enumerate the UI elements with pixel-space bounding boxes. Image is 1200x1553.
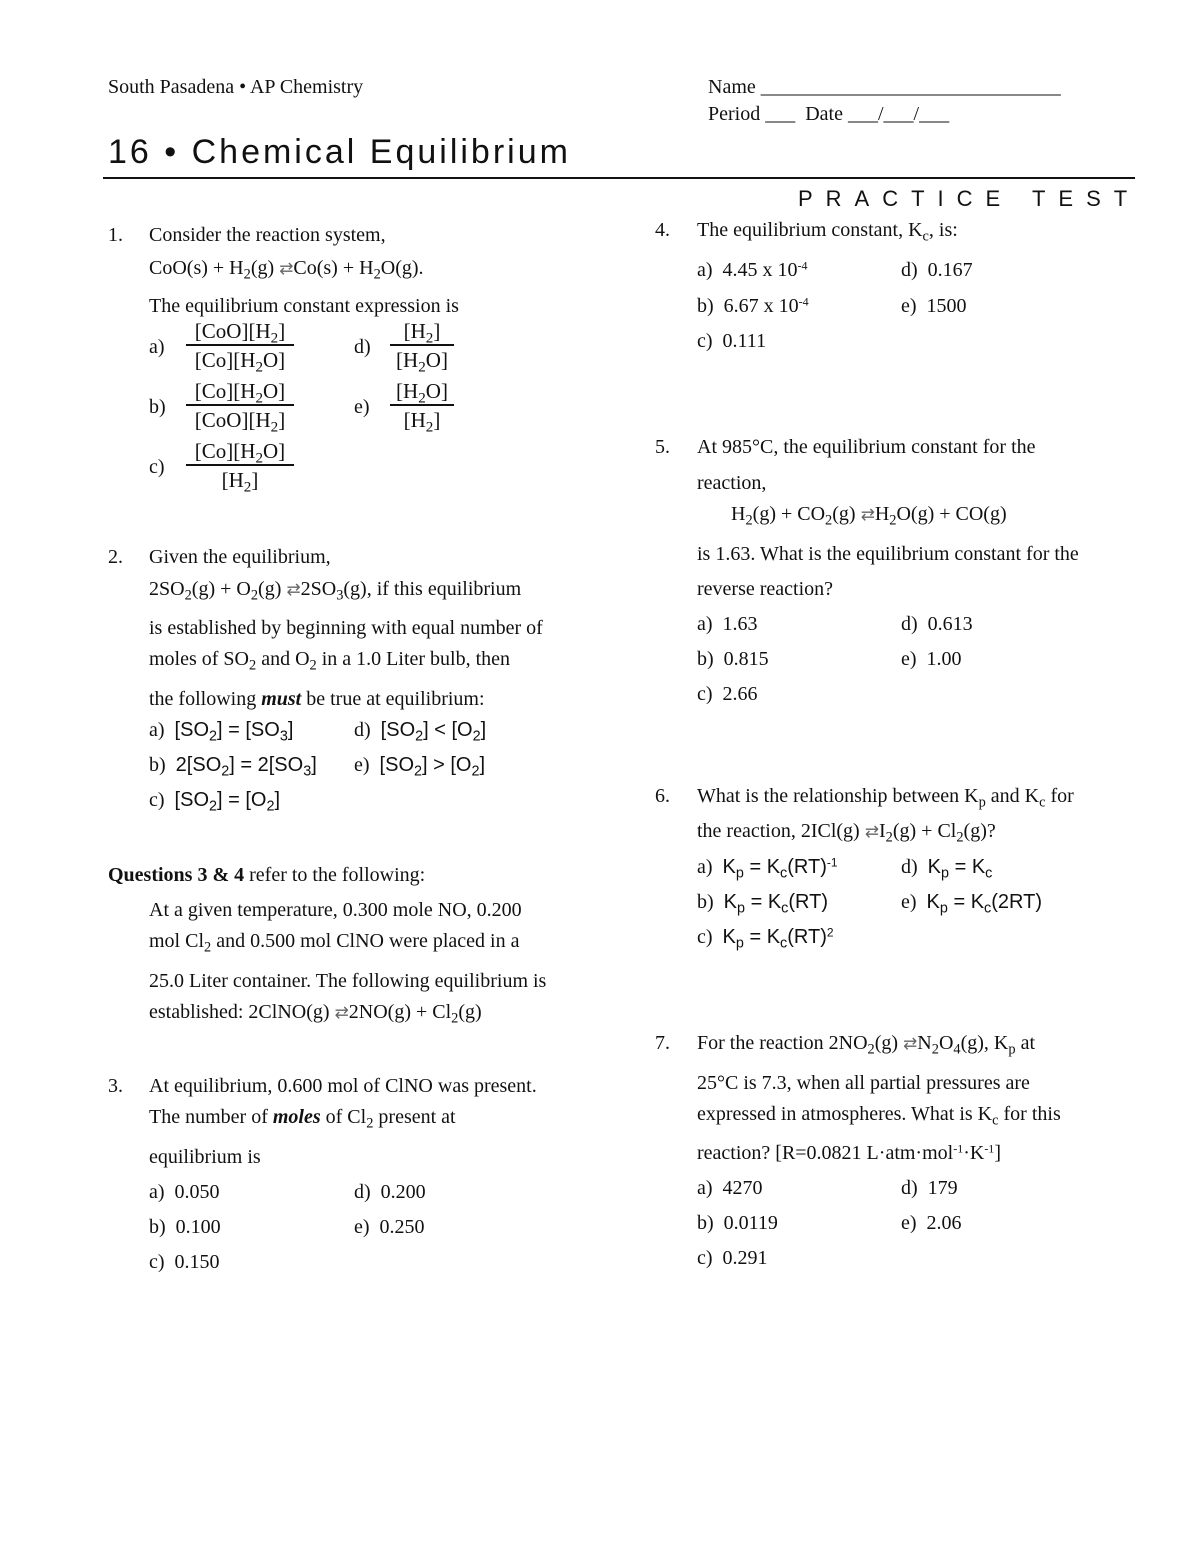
q4-option-d[interactable]: d) 0.167 — [901, 259, 973, 281]
q7-option-b[interactable]: b) 0.0119 — [697, 1212, 778, 1234]
q2-text-line5: the following must be true at equilibrium: — [149, 688, 485, 710]
equilibrium-arrow-icon: ⇄ — [279, 259, 294, 279]
q7-option-e[interactable]: e) 2.06 — [901, 1212, 962, 1234]
q2-option-a[interactable]: a) $[SO_2] = [SO_3]$ — [149, 719, 294, 745]
q6-option-c[interactable]: c) $K_p = K_c(RT)^2$ — [697, 925, 834, 952]
q1-option-d-label[interactable]: d) — [354, 336, 371, 358]
q3-option-a[interactable]: a) 0.050 — [149, 1181, 220, 1203]
q7-text-line3: expressed in atmospheres. What is $K_c$ for this — [697, 1103, 1061, 1129]
q7-text-line1: For the reaction $2NO_2(g)$ $⇄N_2O_4(g)$, $K_p$ at — [697, 1032, 1036, 1058]
q1-option-e-label[interactable]: e) — [354, 396, 370, 418]
q6-text-line2: the reaction, 2ICl(g) $⇄I_2(g) + Cl_2(g)$? — [697, 820, 996, 846]
q5-number: 5. — [655, 436, 670, 458]
q1-text-line1: Consider the reaction system, — [149, 224, 386, 246]
practice-test-label: PRACTICE TEST — [798, 186, 1141, 211]
q7-option-c[interactable]: c) 0.291 — [697, 1247, 768, 1269]
q6-option-a[interactable]: a) $K_p = K_c(RT)^{-1}$ — [697, 855, 838, 882]
q3-text-line1: At equilibrium, 0.600 mol of ClNO was present. — [149, 1075, 537, 1097]
date-label: Date — [805, 103, 843, 125]
q1-option-c-label[interactable]: c) — [149, 456, 165, 478]
q1-option-e-fraction[interactable]: $\frac{[H_2O]}{[H_2]}$ — [390, 378, 454, 434]
q2-text-line3: is established by beginning with equal number of — [149, 617, 543, 639]
q6-option-d[interactable]: d) $K_p = K_c$ — [901, 856, 993, 882]
q1-option-a-fraction[interactable]: $[CoO][H_2]$ $[Co][H_2O]$ — [186, 318, 294, 374]
q5-text-line2: reaction, — [697, 472, 767, 494]
q34-text-line2: mol $Cl_2$ and 0.500 mol ClNO were placed in a — [149, 930, 520, 956]
q5-option-e[interactable]: e) 1.00 — [901, 648, 962, 670]
q2-text-line1: Given the equilibrium, — [149, 546, 331, 568]
q5-text-line1: At 985°C, the equilibrium constant for the — [697, 436, 1036, 458]
period-label: Period — [708, 103, 761, 125]
q6-text-line1: What is the relationship between $K_p$ and $K_c$ for — [697, 785, 1074, 811]
q4-option-a[interactable]: a) 4.45 x $10^{-4}$ — [697, 258, 808, 281]
q4-text-line1: The equilibrium constant, $K_c$, is: — [697, 219, 958, 245]
period-line: ___ — [765, 103, 796, 125]
q6-option-b[interactable]: b) $K_p = K_c(RT)$ — [697, 891, 828, 917]
title-divider — [103, 177, 1135, 179]
course-label: South Pasadena • AP Chemistry — [108, 76, 364, 98]
q34-lead: Questions 3 & 4 refer to the following: — [108, 864, 426, 886]
q3-option-e[interactable]: e) 0.250 — [354, 1216, 425, 1238]
q34-equation: established: 2ClNO(g) ⇄2NO(g) + $Cl_2(g)$ — [149, 1001, 482, 1027]
equilibrium-arrow-icon: ⇄ — [286, 580, 301, 600]
q34-text-line1: At a given temperature, 0.300 mole NO, 0.200 — [149, 899, 522, 921]
q1-equation: $CoO(s) + H_2(g)$ ⇄Co(s) + $H_2O(g)$. — [149, 257, 424, 283]
q2-equation: $2SO_2(g) + O_2(g)$ $⇄2SO_3(g)$, if this equilibrium — [149, 578, 522, 604]
q7-option-d[interactable]: d) 179 — [901, 1177, 958, 1199]
q2-text-line4: moles of $SO_2$ and $O_2$ in a 1.0 Liter bulb, then — [149, 648, 511, 674]
page-title: 16 • Chemical Equilibrium — [108, 133, 571, 171]
q7-number: 7. — [655, 1032, 670, 1054]
q7-text-line2: 25°C is 7.3, when all partial pressures are — [697, 1072, 1030, 1094]
equilibrium-arrow-icon: ⇄ — [334, 1003, 349, 1023]
q5-text-line5: reverse reaction? — [697, 578, 834, 600]
period-date-field[interactable] — [708, 103, 949, 126]
q4-option-e[interactable]: e) 1500 — [901, 295, 967, 317]
name-label: Name — [708, 76, 756, 98]
q7-option-a[interactable]: a) 4270 — [697, 1177, 763, 1199]
q5-option-a[interactable]: a) 1.63 — [697, 613, 758, 635]
q34-text-line3: 25.0 Liter container. The following equilibrium is — [149, 970, 547, 992]
q3-option-c[interactable]: c) 0.150 — [149, 1251, 220, 1273]
name-field[interactable] — [708, 76, 1061, 99]
equilibrium-arrow-icon: ⇄ — [903, 1034, 918, 1054]
q4-option-b[interactable]: b) 6.67 x $10^{-4}$ — [697, 294, 809, 317]
q4-option-c[interactable]: c) 0.111 — [697, 330, 767, 352]
q3-option-b[interactable]: b) 0.100 — [149, 1216, 221, 1238]
q3-option-d[interactable]: d) 0.200 — [354, 1181, 426, 1203]
q3-text-line3: equilibrium is — [149, 1146, 261, 1168]
q2-option-e[interactable]: e) $[SO_2] > [O_2]$ — [354, 754, 486, 780]
q5-option-d[interactable]: d) 0.613 — [901, 613, 973, 635]
q2-option-b[interactable]: b) $2[SO_2] = 2[SO_3]$ — [149, 754, 317, 780]
q6-option-e[interactable]: e) $K_p = K_c(2RT)$ — [901, 891, 1042, 917]
q7-text-line4: reaction? [R=0.0821 $L\cdot atm\cdot mol^{-1}\cdot K^{-1}$] — [697, 1141, 1001, 1164]
q6-number: 6. — [655, 785, 670, 807]
equilibrium-arrow-icon: ⇄ — [864, 822, 879, 842]
q1-number: 1. — [108, 224, 123, 246]
q1-option-d-fraction[interactable]: $\frac{[H_2]}{[H_2O]}$ — [390, 318, 454, 374]
q5-text-line4: is 1.63. What is the equilibrium constant for the — [697, 543, 1079, 565]
q3-text-line2: The number of moles of $Cl_2$ present at — [149, 1106, 456, 1132]
q5-equation: $H_2(g) + CO_2(g)$ $⇄H_2O(g) + CO(g)$ — [731, 503, 1007, 529]
q2-option-c[interactable]: c) $[SO_2] = [O_2]$ — [149, 789, 281, 815]
q2-number: 2. — [108, 546, 123, 568]
equilibrium-arrow-icon: ⇄ — [860, 505, 875, 525]
q1-option-c-fraction[interactable]: $\frac{[Co][H_2O]}{[H_2]}$ — [186, 438, 294, 494]
q1-text-line3: The equilibrium constant expression is — [149, 295, 459, 317]
q1-option-a-label[interactable]: a) — [149, 336, 165, 358]
q1-option-b-fraction[interactable]: $[Co][H_2O]$ $[CoO][H_2]$ — [186, 378, 294, 434]
q1-option-b-label[interactable]: b) — [149, 396, 166, 418]
q5-option-b[interactable]: b) 0.815 — [697, 648, 769, 670]
date-line: ___/___/___ — [847, 103, 950, 125]
name-line: ______________________________ — [760, 76, 1061, 98]
q4-number: 4. — [655, 219, 670, 241]
q5-option-c[interactable]: c) 2.66 — [697, 683, 758, 705]
q3-number: 3. — [108, 1075, 123, 1097]
q2-option-d[interactable]: d) $[SO_2] < [O_2]$ — [354, 719, 487, 745]
